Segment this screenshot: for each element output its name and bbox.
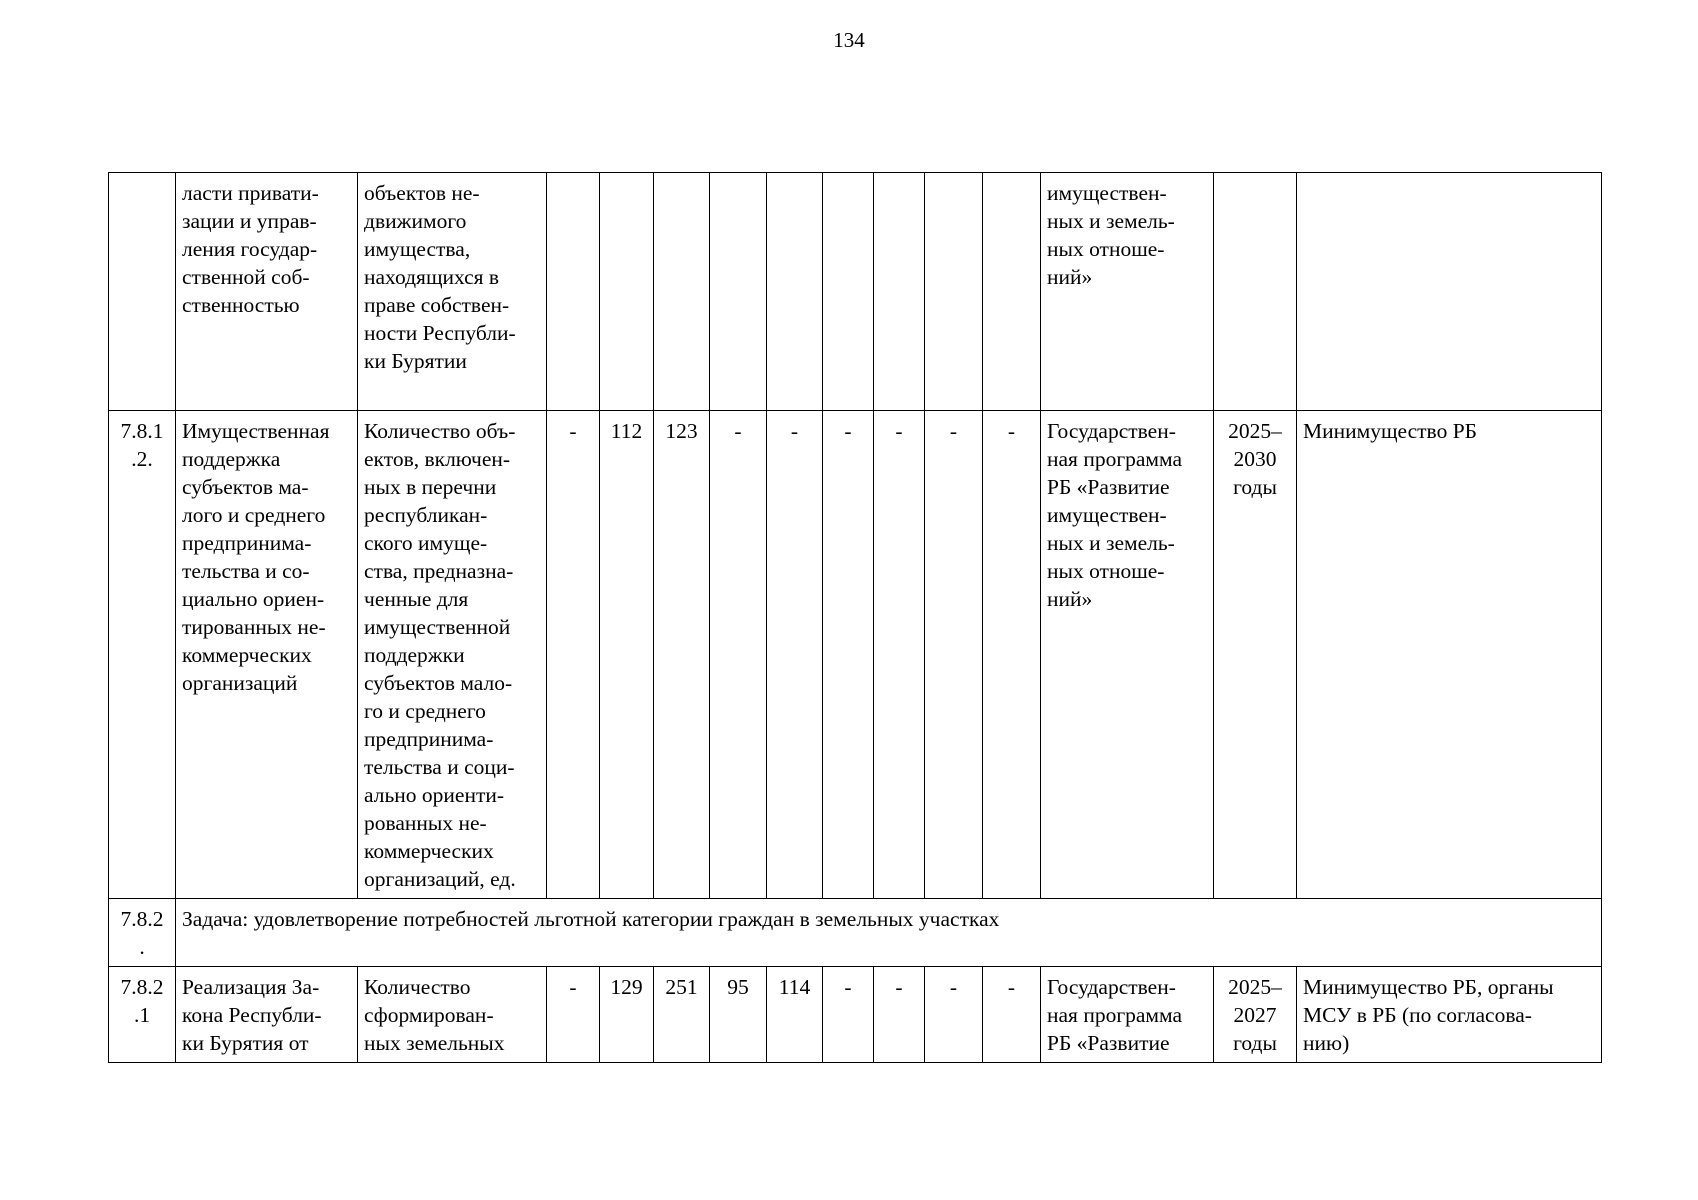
measure-name-cell-line: организаций — [182, 671, 298, 695]
indicator-name-cell-line: тельства и соци- — [364, 755, 515, 779]
indicator-value-cell — [874, 173, 925, 411]
indicator-name-cell-line: ского имуще- — [364, 531, 488, 555]
period-cell-line: 2030 — [1233, 447, 1277, 471]
measure-name-cell-line: Реализация За- — [182, 975, 320, 999]
program-cell-line: Государствен- — [1047, 419, 1176, 443]
indicator-value-cell: - — [710, 411, 767, 899]
indicator-name-cell-line: поддержки — [364, 643, 465, 667]
period-cell-line: 2027 — [1233, 1003, 1277, 1027]
measure-name-cell-line: циально ориен- — [182, 587, 325, 611]
indicator-value-cell: 123 — [654, 411, 710, 899]
indicator-name-cell-line: ально ориенти- — [364, 783, 505, 807]
indicator-value-cell: 114 — [767, 967, 823, 1063]
measure-name-cell-line: лого и среднего — [182, 503, 326, 527]
measure-name-cell-line: поддержка — [182, 447, 281, 471]
row-number-cell-line: 7.8.2 — [120, 975, 164, 999]
indicator-value-cell — [767, 173, 823, 411]
row-number-cell-line: 7.8.1 — [120, 419, 164, 443]
period-cell — [1214, 967, 1297, 1063]
period-cell — [1214, 173, 1297, 411]
row-number-cell-line: .2. — [131, 447, 153, 471]
indicator-value-cell: - — [874, 411, 925, 899]
task-text-cell: Задача: удовлетворение потребностей льготной категории граждан в земельных участках — [176, 899, 1602, 967]
period-cell-line: 2025– — [1228, 975, 1282, 999]
indicator-value-cell: - — [823, 411, 874, 899]
indicator-value-cell: - — [874, 967, 925, 1063]
indicator-name-cell-line: ных земельных — [364, 1031, 505, 1055]
indicator-name-cell-line: ства, предназна- — [364, 559, 514, 583]
indicator-value-cell — [925, 173, 983, 411]
executor-cell — [1297, 967, 1602, 1063]
indicator-name-cell-line: субъектов мало- — [364, 671, 513, 695]
indicator-value-cell: - — [925, 967, 983, 1063]
measure-name-cell-line: коммерческих — [182, 643, 312, 667]
measure-name-cell — [176, 967, 358, 1063]
indicator-name-cell-line: Количество объ- — [364, 419, 516, 443]
table-row — [109, 411, 1602, 899]
program-cell — [1041, 173, 1214, 411]
measure-name-cell-line: кона Республи- — [182, 1003, 322, 1027]
indicator-value-cell: 129 — [600, 967, 654, 1063]
indicator-name-cell-line: праве собствен- — [364, 293, 510, 317]
indicator-name-cell-line: коммерческих — [364, 839, 494, 863]
indicator-value-cell: 112 — [600, 411, 654, 899]
row-number-cell-line: 7.8.2 — [120, 907, 164, 931]
indicator-value-cell — [654, 173, 710, 411]
indicator-name-cell-line: ки Бурятии — [364, 349, 467, 373]
indicator-name-cell-line: ектов, включен- — [364, 447, 511, 471]
measure-name-cell-line: ки Бурятия от — [182, 1031, 309, 1055]
page-number: 134 — [833, 28, 865, 52]
indicator-name-cell-line: находящихся в — [364, 265, 500, 289]
indicator-value-cell — [983, 173, 1041, 411]
measure-name-cell-line: ственностью — [182, 293, 300, 317]
indicator-name-cell-line: рованных не- — [364, 811, 487, 835]
indicator-name-cell-line: ности Республи- — [364, 321, 516, 345]
indicator-value-cell — [823, 173, 874, 411]
measure-name-cell-line: Имущественная — [182, 419, 330, 443]
program-cell-line: ных и земель- — [1047, 209, 1175, 233]
indicator-name-cell-line: ных в перечни — [364, 475, 497, 499]
executor-cell-line: нию) — [1303, 1031, 1350, 1055]
executor-cell-line: Минимущество РБ, органы — [1303, 975, 1554, 999]
program-cell-line: ных и земель- — [1047, 531, 1175, 555]
indicator-name-cell — [358, 411, 547, 899]
indicator-value-cell: - — [983, 411, 1041, 899]
indicator-name-cell-line: го и среднего — [364, 699, 486, 723]
period-cell-line: годы — [1233, 1031, 1277, 1055]
indicator-value-cell: - — [823, 967, 874, 1063]
measure-name-cell-line: ственной соб- — [182, 265, 310, 289]
row-number-cell-line: .1 — [133, 1003, 151, 1027]
program-cell-line: ных отноше- — [1047, 559, 1165, 583]
table-body — [109, 173, 1602, 1063]
executor-cell — [1297, 173, 1602, 411]
task-row — [109, 899, 1602, 967]
program-cell-line: РБ «Развитие — [1047, 1031, 1170, 1055]
indicator-name-cell-line: предпринима- — [364, 727, 494, 751]
indicator-name-cell-line: сформирован- — [364, 1003, 494, 1027]
indicator-name-cell-line: республикан- — [364, 503, 488, 527]
indicator-value-cell: - — [547, 967, 600, 1063]
executor-cell-line: МСУ в РБ (по согласова- — [1303, 1003, 1532, 1027]
program-cell-line: Государствен- — [1047, 975, 1176, 999]
row-number-cell — [109, 411, 176, 899]
indicator-value-cell: 251 — [654, 967, 710, 1063]
indicator-name-cell-line: объектов не- — [364, 181, 480, 205]
program-cell-line: ний» — [1047, 587, 1093, 611]
indicator-value-cell — [710, 173, 767, 411]
indicator-name-cell-line: ченные для — [364, 587, 469, 611]
indicator-name-cell-line: движимого — [364, 209, 467, 233]
row-number-cell — [109, 173, 176, 411]
indicator-value-cell: - — [547, 411, 600, 899]
table-row — [109, 967, 1602, 1063]
measure-name-cell — [176, 411, 358, 899]
program-table — [108, 172, 1602, 1063]
indicator-value-cell — [547, 173, 600, 411]
table-row — [109, 173, 1602, 411]
indicator-name-cell — [358, 967, 547, 1063]
program-cell-line: РБ «Развитие — [1047, 475, 1170, 499]
measure-name-cell-line: зации и управ- — [182, 209, 317, 233]
program-cell — [1041, 967, 1214, 1063]
indicator-name-cell — [358, 173, 547, 411]
executor-cell — [1297, 411, 1602, 899]
period-cell-line: 2025– — [1228, 419, 1282, 443]
measure-name-cell-line: субъектов ма- — [182, 475, 309, 499]
program-cell-line: имуществен- — [1047, 181, 1167, 205]
indicator-value-cell: - — [983, 967, 1041, 1063]
period-cell — [1214, 411, 1297, 899]
row-number-cell-line: . — [139, 935, 145, 959]
program-cell-line: ных отноше- — [1047, 237, 1165, 261]
program-cell-line: имуществен- — [1047, 503, 1167, 527]
program-cell-line: ний» — [1047, 265, 1093, 289]
indicator-value-cell: - — [925, 411, 983, 899]
measure-name-cell — [176, 173, 358, 411]
indicator-value-cell: 95 — [710, 967, 767, 1063]
period-cell-line: годы — [1233, 475, 1277, 499]
indicator-name-cell-line: Количество — [364, 975, 471, 999]
indicator-value-cell: - — [767, 411, 823, 899]
measure-name-cell-line: предпринима- — [182, 531, 312, 555]
measure-name-cell-line: ласти привати- — [182, 181, 319, 205]
measure-name-cell-line: ления государ- — [182, 237, 318, 261]
row-number-cell — [109, 967, 176, 1063]
indicator-name-cell-line: организаций, ед. — [364, 867, 516, 891]
program-cell — [1041, 411, 1214, 899]
measure-name-cell-line: тированных не- — [182, 615, 326, 639]
indicator-name-cell-line: имущественной — [364, 615, 511, 639]
indicator-value-cell — [600, 173, 654, 411]
program-cell-line: ная программа — [1047, 447, 1183, 471]
indicator-name-cell-line: имущества, — [364, 237, 471, 261]
program-cell-line: ная программа — [1047, 1003, 1183, 1027]
row-number-cell — [109, 899, 176, 967]
executor-cell-line: Минимущество РБ — [1303, 419, 1477, 443]
measure-name-cell-line: тельства и со- — [182, 559, 310, 583]
